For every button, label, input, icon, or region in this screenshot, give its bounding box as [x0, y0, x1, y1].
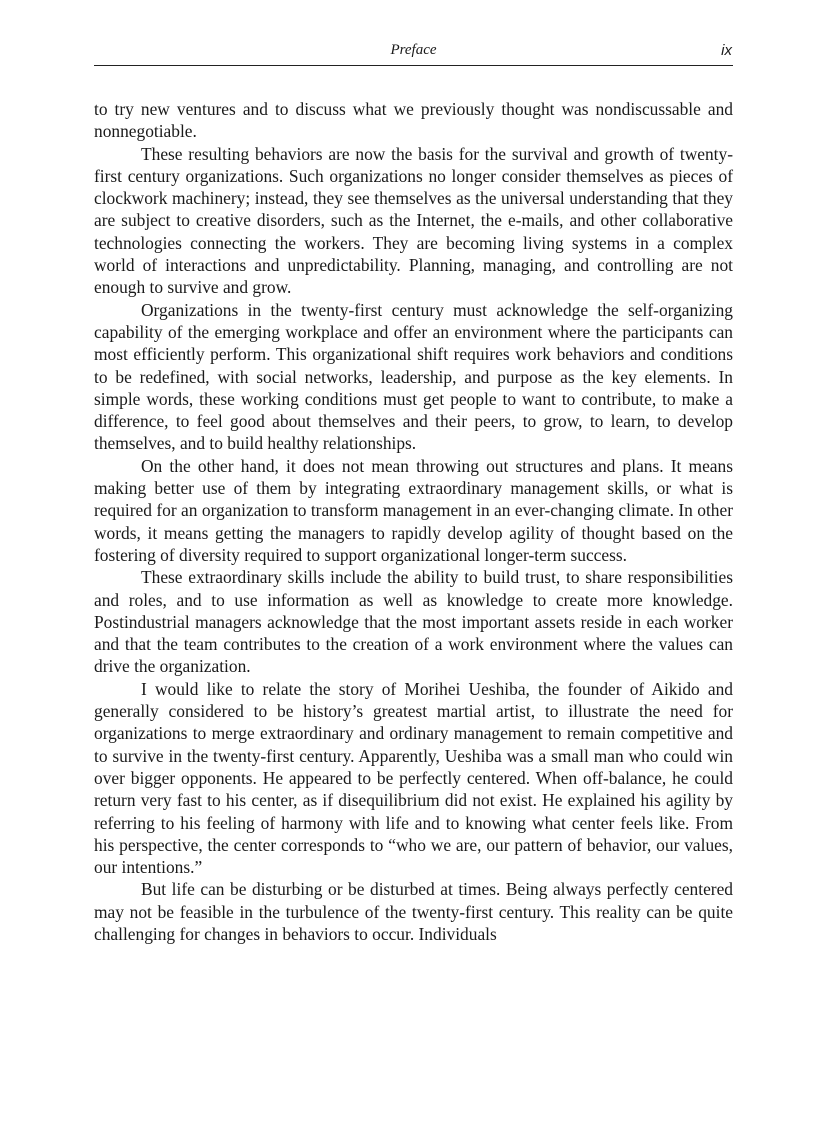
running-head: [94, 38, 733, 66]
paragraph: These extraordinary skills include the ability to build trust, to share responsibilities and roles, and to use information as well as knowledge to create more knowledge. Postindustrial managers acknowledge that the most important assets reside in each worker and that the team contributes to the creation of a work environment where the values can drive the organization.: [94, 567, 733, 677]
page-number: ix: [721, 42, 732, 59]
paragraph: These resulting behaviors are now the basis for the survival and growth of twenty-first century organizations. Such organizations no longer consider themselves as pieces of clockwork machinery; instead, they see themselves as the universal understanding that they are subject to creative disorders, such as the Internet, the e-mails, and other collaborative technologies connecting the workers. They are becoming living systems in a complex world of interactions and unpredictability. Planning, managing, and controlling are not enough to survive and grow.: [94, 143, 733, 298]
paragraph: But life can be disturbing or be disturbed at times. Being always perfectly centered may not be feasible in the turbulence of the twenty-first century. This reality can be quite challenging for changes in behaviors to occur. Individuals: [94, 879, 733, 944]
paragraph: On the other hand, it does not mean throwing out structures and plans. It means making better use of them by integrating extraordinary management skills, or what is required for an organization to transform management in an ever-changing climate. In other words, it means getting the managers to rapidly develop agility of thought based on the fostering of diversity required to support organizational longer-term success.: [94, 455, 733, 565]
paragraph: Organizations in the twenty-first century must acknowledge the self-organizing capability of the emerging workplace and offer an environment where the participants can most efficiently perform. This organizational shift requires work behaviors and conditions to be redefined, with social networks, leadership, and purpose as the key elements. In simple words, these working conditions must get people to want to contribute, to make a difference, to feel good about themselves and their peers, to grow, to learn, to develop themselves, and to build healthy relationships.: [94, 299, 733, 454]
running-head-title: Preface: [390, 42, 437, 58]
paragraph-continued: to try new ventures and to discuss what we previously thought was nondiscussable and nonnegotiable.: [94, 99, 733, 142]
paragraph: I would like to relate the story of Morihei Ueshiba, the founder of Aikido and generally considered to be history’s greatest martial artist, to illustrate the need for organizations to merge extraordinary and ordinary management to remain competitive and to survive in the twenty-first century. Apparently, Ueshiba was a small man who could win over bigger opponents. He appeared to be perfectly centered. When off-balance, he could return very fast to his center, as if disequilibrium did not exist. He explained his agility by referring to his feeling of harmony with life and to knowing what center feels like. From his perspective, the center corresponds to “who we are, our pattern of behavior, our values, our intentions.”: [94, 678, 733, 878]
page-body: [94, 98, 733, 945]
